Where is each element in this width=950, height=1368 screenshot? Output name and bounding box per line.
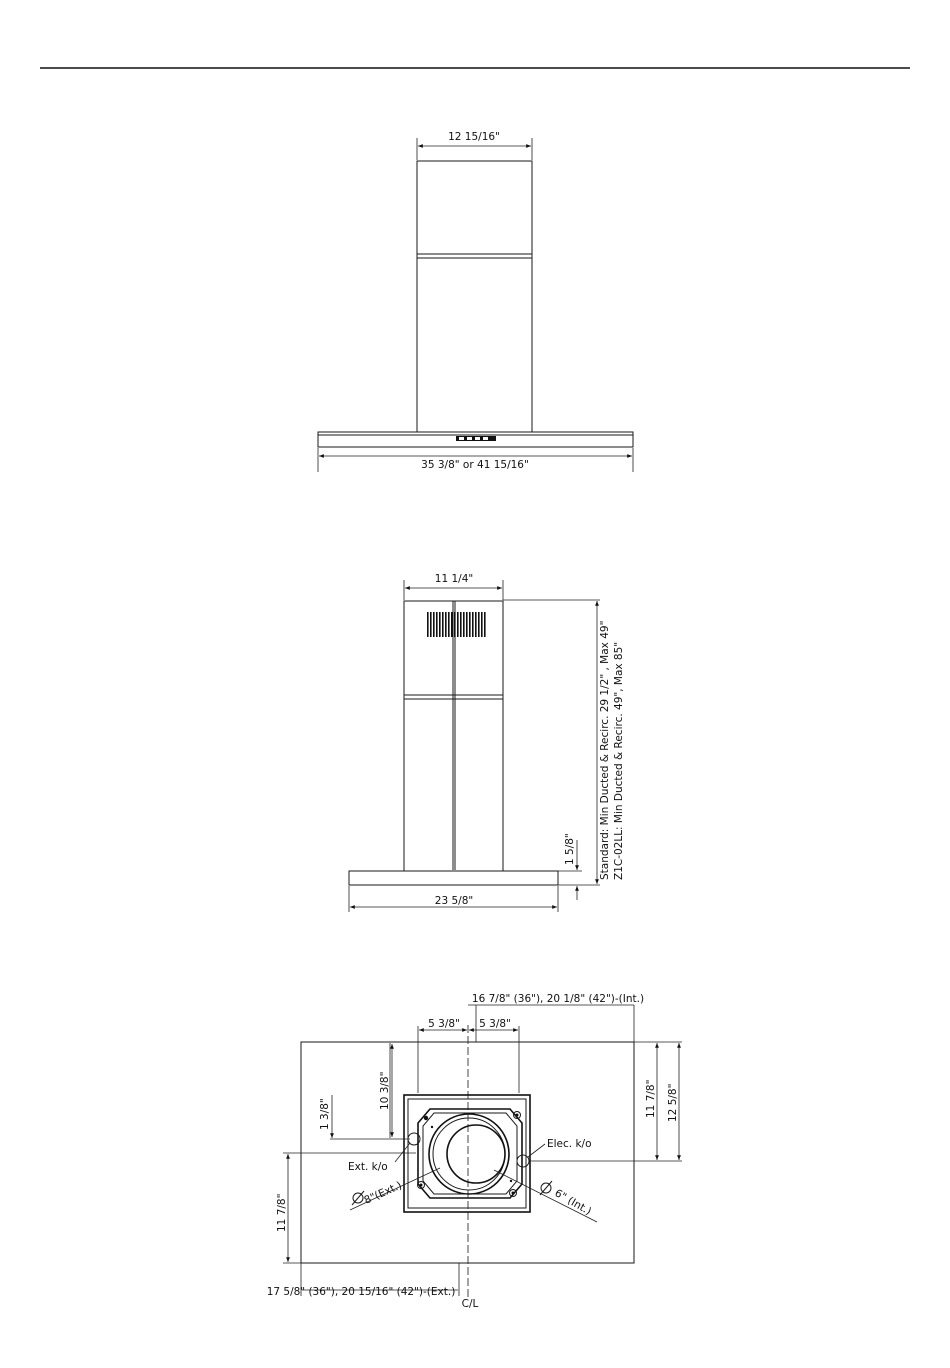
vent-slot <box>475 612 477 637</box>
top-view <box>267 993 682 1310</box>
right-offset-label: 16 7/8" (36"), 20 1/8" (42")-(Int.) <box>471 993 645 1005</box>
bottom-offset-label: 17 5/8" (36"), 20 15/16" (42")-(Ext.) <box>266 1286 456 1298</box>
vent-slot <box>481 612 483 637</box>
side-canopy-width-label: 23 5/8" <box>434 895 474 907</box>
vent-slot <box>445 612 447 637</box>
vent-slots <box>427 612 486 637</box>
elec-knockout <box>517 1155 529 1167</box>
front-view <box>318 131 633 472</box>
side-view <box>349 573 625 912</box>
canopy-height-label: 1 5/8" <box>564 833 576 865</box>
vent-slot <box>484 612 486 637</box>
right-depth-a-label: 11 7/8" <box>645 1079 657 1118</box>
depth-10-label: 10 3/8" <box>379 1071 391 1110</box>
height-range-z1c: Z1C-02LL: Min Ducted & Recirc. 49", Max 85" <box>613 641 625 880</box>
ext-knockout-label: Ext. k/o <box>348 1161 388 1173</box>
vent-slot <box>430 612 432 637</box>
front-top-width-label: 12 15/16" <box>448 131 500 143</box>
int-diameter-label: 6" (Int.) <box>552 1187 594 1218</box>
vent-slot <box>463 612 465 637</box>
centerline-label: C/L <box>461 1298 479 1310</box>
duct-6in-circle <box>447 1125 505 1183</box>
vent-slot <box>439 612 441 637</box>
control-panel <box>456 436 496 441</box>
right-half-width-label: 5 3/8" <box>479 1018 511 1030</box>
left-half-width-label: 5 3/8" <box>428 1018 460 1030</box>
vent-slot <box>466 612 468 637</box>
depth-1-label: 1 3/8" <box>319 1098 331 1130</box>
front-bottom-width-label: 35 3/8" or 41 15/16" <box>421 459 529 471</box>
vent-slot <box>427 612 429 637</box>
vent-slot <box>436 612 438 637</box>
left-depth-label: 11 7/8" <box>276 1193 288 1232</box>
vent-slot <box>442 612 444 637</box>
vent-slot <box>478 612 480 637</box>
elec-knockout-label: Elec. k/o <box>547 1138 592 1150</box>
vent-slot <box>469 612 471 637</box>
vent-slot <box>451 612 453 637</box>
mount-plate <box>418 1109 522 1198</box>
height-range-standard: Standard: Min Ducted & Recirc. 29 1/2" , Max 49" <box>599 620 611 880</box>
vent-slot <box>433 612 435 637</box>
vent-slot <box>472 612 474 637</box>
side-top-width-label: 11 1/4" <box>434 573 474 585</box>
ext-diameter-label: 8"(Ext.) <box>362 1179 404 1207</box>
vent-slot <box>457 612 459 637</box>
vent-slot <box>460 612 462 637</box>
vent-slot <box>454 612 456 637</box>
vent-slot <box>448 612 450 637</box>
right-depth-b-label: 12 5/8" <box>667 1083 679 1122</box>
